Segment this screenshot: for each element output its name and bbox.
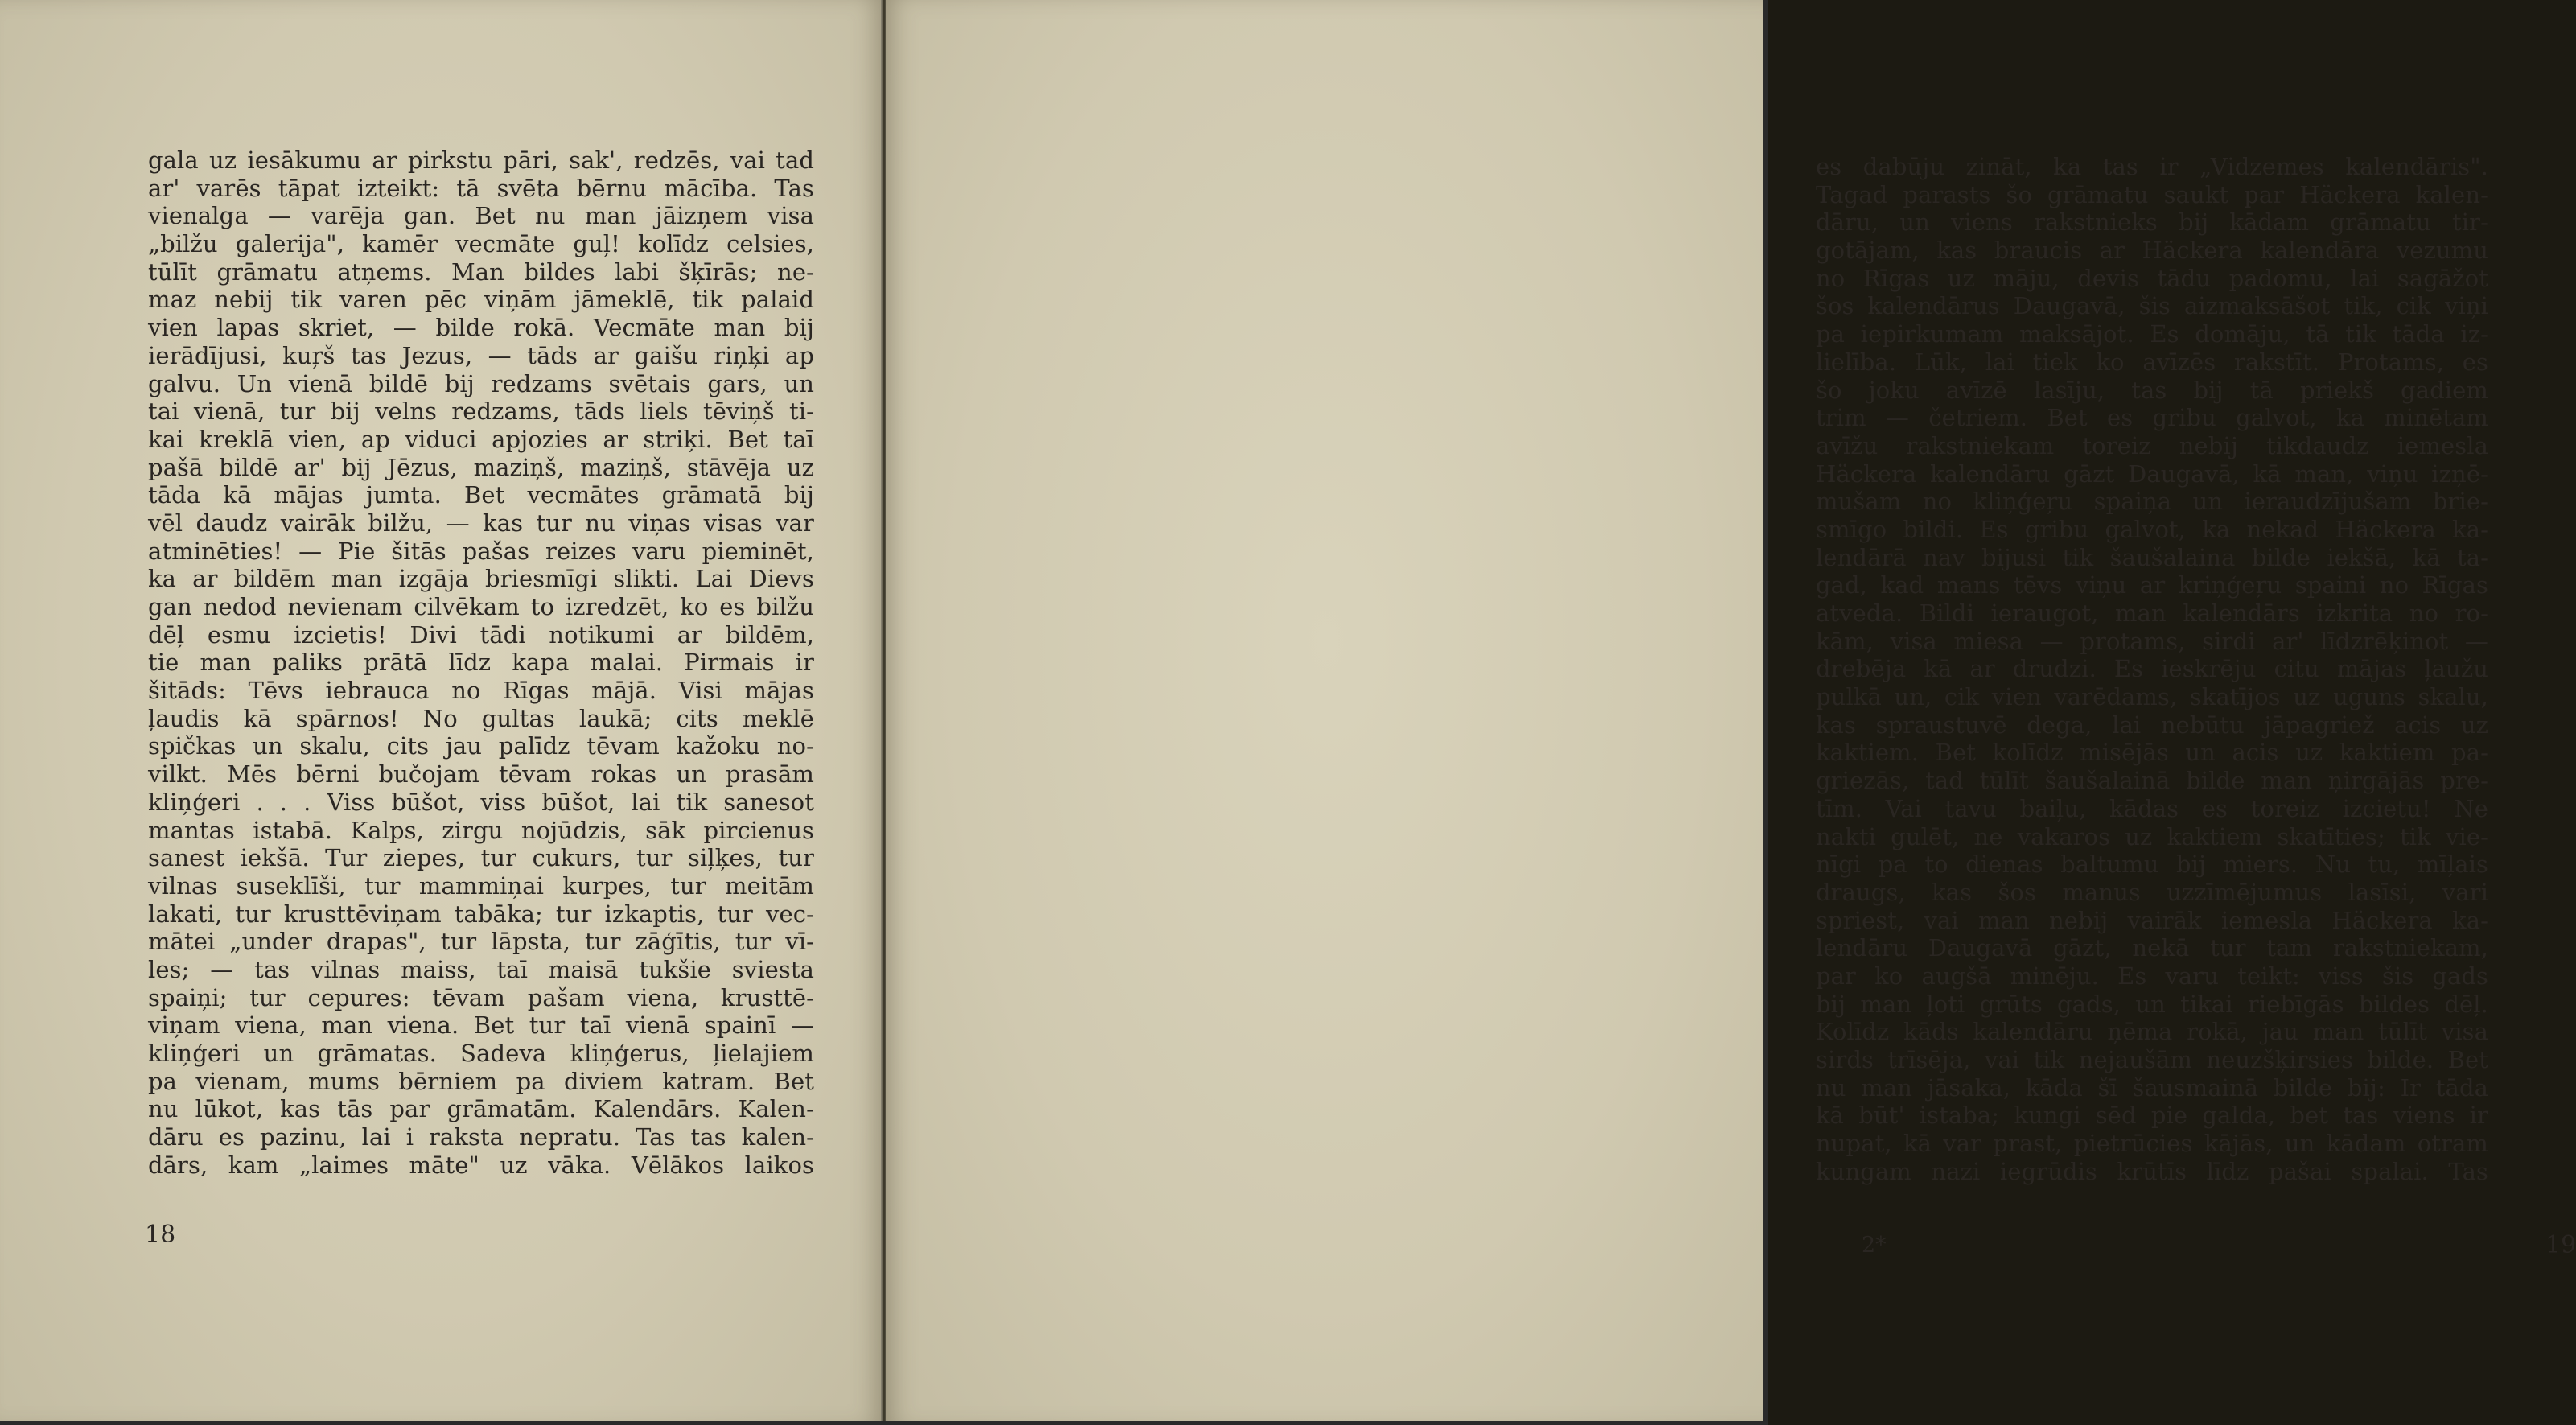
text-line: pulkā un, cik vien varēdams, skatījos uz uguns skalu,: [1816, 683, 2488, 711]
text-line: gala uz iesākumu ar pirkstu pāri, sak', redzēs, vai tad: [148, 146, 814, 174]
text-line: Tagad parasts šo grāmatu saukt par Häckera kalen-: [1816, 180, 2488, 208]
text-line: tīm. Vai tavu baiļu, kādas es toreiz izcietu! Ne: [1816, 794, 2488, 822]
text-line: atminēties! — Pie šitās pašas reizes varu pieminēt,: [148, 537, 814, 565]
text-line: nīgi pa to dienas baltumu bij miers. Nu tu, mīļais: [1816, 850, 2488, 879]
right-page-number: 19: [2545, 1231, 2576, 1259]
text-line: kliņģeri . . . Viss būšot, viss būšot, lai tik sanesot: [148, 788, 814, 816]
text-line: pa vienam, mums bērniem pa diviem katram. Bet: [148, 1067, 814, 1095]
text-line: drebēja kā ar drudzi. Es ieskrēju citu mājas ļaužu: [1816, 655, 2488, 683]
text-line: gotājam, kas braucis ar Häckera kalendāra vezumu: [1816, 237, 2488, 265]
text-line: dāru es pazinu, lai i raksta nepratu. Tas tas kalen-: [148, 1123, 814, 1151]
text-line: ierādījusi, kuŗš tas Jezus, — tāds ar gaišu riņķi ap: [148, 341, 814, 369]
text-line: tai vienā, tur bij velns redzams, tāds liels tēviņš ti-: [148, 397, 814, 426]
text-line: es dabūju zināt, ka tas ir „Vidzemes kalendāris".: [1816, 153, 2488, 180]
text-line: smīgo bildi. Es gribu galvot, ka nekad Häckera ka-: [1816, 515, 2488, 543]
text-line: gan nedod nevienam cilvēkam to izredzēt, ko es bilžu: [148, 593, 814, 620]
text-line: šos kalendārus Daugavā, šis aizmaksāšot tik, cik viņi: [1816, 292, 2488, 320]
text-line: nupat, kā var prast, pietrūcies kājās, un kādam otram: [1816, 1130, 2488, 1158]
text-line: bij man ļoti grūts gads, un tikai riebīgās bildes dēļ.: [1816, 990, 2488, 1018]
signature-mark: 2*: [1862, 1233, 1887, 1258]
text-line: šitāds: Tēvs iebrauca no Rīgas mājā. Visi mājas: [148, 677, 814, 705]
text-line: viņam viena, man viena. Bet tur taī vienā spainī —: [148, 1011, 814, 1040]
text-line: les; — tas vilnas maiss, taī maisā tukšie sviesta: [148, 955, 814, 983]
text-line: nu lūkot, kas tās par grāmatām. Kalendārs. Kalen-: [148, 1095, 814, 1123]
text-line: kas spraustuvē dega, lai nebūtu jāpagriež acis uz: [1816, 710, 2488, 739]
text-line: vilnas suseklīši, tur mammiņai kurpes, tur meitām: [148, 871, 814, 900]
right-page: [886, 0, 2576, 1425]
text-line: spaiņi; tur cepures: tēvam pašam viena, krusttē-: [148, 983, 814, 1011]
text-line: trim — četriem. Bet es gribu galvot, ka minētam: [1816, 404, 2488, 432]
text-line: par ko augšā minēju. Es varu teikt: viss šis gads: [1816, 962, 2488, 990]
text-line: sirds trīsēja, vai tik nejaušām neuzšķirsies bilde. Bet: [1816, 1046, 2488, 1073]
text-line: tie man paliks prātā līdz kapa malai. Pirmais ir: [148, 649, 814, 677]
text-line: spičkas un skalu, cits jau palīdz tēvam kažoku no-: [148, 732, 814, 760]
text-line: vien lapas skriet, — bilde rokā. Vecmāte man bij: [148, 314, 814, 342]
text-line: nu man jāsaka, kāda šī šausmainā bilde bij: Ir tāda: [1816, 1073, 2488, 1102]
text-line: kai kreklā vien, ap viduci apjozies ar striķi. Bet taī: [148, 425, 814, 453]
text-line: mantas istabā. Kalps, zirgu nojūdzis, sāk pircienus: [148, 816, 814, 844]
text-line: lendāru Daugavā gāzt, nekā tur tam rakstniekam,: [1816, 934, 2488, 962]
text-line: galvu. Un vienā bildē bij redzams svētais gars, un: [148, 369, 814, 397]
text-line: kungam nazi iegrūdis krūtīs līdz pašai spalai. Tas: [1816, 1157, 2488, 1185]
right-page-text: [1816, 153, 2488, 1185]
text-line: pašā bildē ar' bij Jēzus, maziņš, maziņš, stāvēja uz: [148, 453, 814, 481]
text-line: dēļ esmu izcietis! Divi tādi notikumi ar bildēm,: [148, 620, 814, 649]
text-line: vilkt. Mēs bērni bučojam tēvam rokas un prasām: [148, 760, 814, 789]
scan-edge-right: [1763, 0, 1768, 1425]
text-line: gad, kad mans tēvs viņu ar kriņģeŗu spaini no Rīgas: [1816, 571, 2488, 599]
text-line: atveda. Bildi ieraugot, man kalendārs izkrita no ro-: [1816, 599, 2488, 627]
text-line: draugs, kas šos manus uzzīmējumus lasīsi, vari: [1816, 878, 2488, 906]
text-line: lakati, tur krusttēviņam tabāka; tur izkaptis, tur vec-: [148, 900, 814, 928]
text-line: „bilžu galerija", kamēr vecmāte guļ! kolīdz celsies,: [148, 230, 814, 258]
text-line: mātei „under drapas", tur lāpsta, tur zāģītis, tur vī-: [148, 928, 814, 956]
text-line: dāru, un viens rakstnieks bij kādam grāmatu tir-: [1816, 208, 2488, 237]
text-line: no Rīgas uz māju, devis tādu padomu, lai sagāžot: [1816, 264, 2488, 292]
text-line: šo joku avīzē lasīju, tas bij tā priekš gadiem: [1816, 376, 2488, 404]
text-line: sanest iekšā. Tur ziepes, tur cukurs, tur siļķes, tur: [148, 844, 814, 872]
scan-edge-bottom: [0, 1421, 1768, 1425]
text-line: kaktiem. Bet kolīdz misējās un acis uz kaktiem pa-: [1816, 739, 2488, 767]
left-page: [0, 0, 883, 1425]
left-page-text: [148, 146, 814, 1179]
text-line: dārs, kam „laimes māte" uz vāka. Vēlākos laikos: [148, 1151, 814, 1179]
text-line: nakti gulēt, ne vakaros uz kaktiem skatīties; tik vie-: [1816, 822, 2488, 850]
text-line: lendārā nav bijusi tik šaušalaina bilde iekšā, kā ta-: [1816, 543, 2488, 571]
text-line: kā būt' istaba; kungi sēd pie galda, bet tas viens ir: [1816, 1102, 2488, 1130]
text-line: tāda kā mājas jumta. Bet vecmātes grāmatā bij: [148, 481, 814, 509]
text-line: Kolīdz kāds kalendāru ņēma rokā, jau man tūlīt visa: [1816, 1018, 2488, 1046]
text-line: griezās, tad tūlīt šaušalainā bilde man ņirgājās pre-: [1816, 767, 2488, 795]
text-line: vienalga — varēja gan. Bet nu man jāizņem visa: [148, 202, 814, 230]
text-line: tūlīt grāmatu atņems. Man bildes labi šķīrās; ne-: [148, 257, 814, 286]
text-line: kām, visa miesa — protams, sirdi ar' līdzrēķinot —: [1816, 627, 2488, 655]
text-line: maz nebij tik varen pēc viņām jāmeklē, tik palaid: [148, 286, 814, 314]
text-line: pa iepirkumam maksājot. Es domāju, tā tik tāda iz-: [1816, 320, 2488, 348]
text-line: spriest, vai man nebij vairāk iemesla Häckera ka-: [1816, 906, 2488, 934]
text-line: lielība. Lūk, lai tiek ko avīzēs rakstīt. Protams, es: [1816, 348, 2488, 376]
text-line: avīžu rakstniekam toreiz nebij tikdaudz iemesla: [1816, 431, 2488, 459]
text-line: ļaudis kā spārnos! No gultas laukā; cits meklē: [148, 704, 814, 732]
text-line: ar' varēs tāpat izteikt: tā svēta bērnu mācība. Tas: [148, 174, 814, 202]
text-line: kliņģeri un grāmatas. Sadeva kliņģerus, ļielajiem: [148, 1040, 814, 1067]
text-line: mušam no kliņģeŗu spaiņa un ieraudzījušam brie-: [1816, 488, 2488, 516]
text-line: vēl daudz vairāk bilžu, — kas tur nu viņas visas var: [148, 509, 814, 537]
text-line: Häckera kalendāru gāzt Daugavā, kā man, viņu izņē-: [1816, 459, 2488, 488]
left-page-number: 18: [145, 1221, 176, 1249]
text-line: ka ar bildēm man izgāja briesmīgi slikti. Lai Dievs: [148, 565, 814, 593]
